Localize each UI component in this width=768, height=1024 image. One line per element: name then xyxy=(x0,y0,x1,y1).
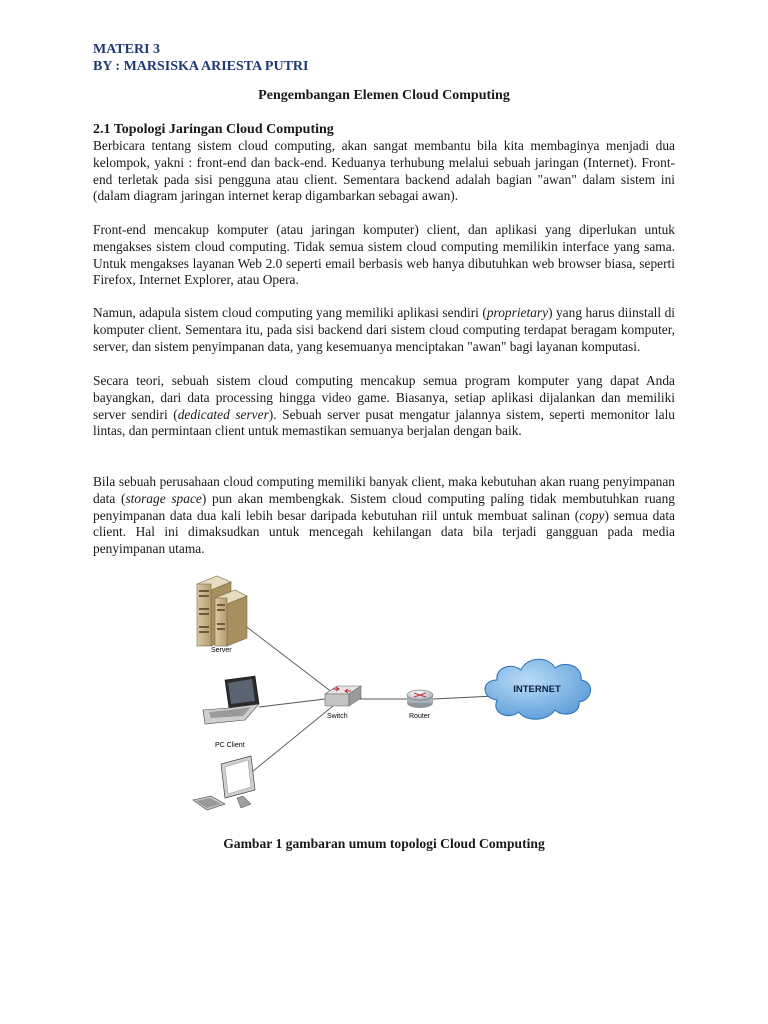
label-router: Router xyxy=(409,713,431,720)
paragraph-3-text-a: Namun, adapula sistem cloud computing yang memiliki aplikasi sendiri ( xyxy=(93,305,487,320)
label-internet: INTERNET xyxy=(513,684,561,695)
server-icon xyxy=(197,576,247,646)
topology-figure xyxy=(185,568,595,828)
laptop-switch-link xyxy=(259,699,325,707)
paragraph-3 xyxy=(93,305,675,355)
paragraph-3-term: proprietary xyxy=(486,305,549,320)
header-materi: MATERI 3 xyxy=(93,42,161,57)
paragraph-4-term: dedicated server xyxy=(177,406,269,422)
paragraph-5 xyxy=(93,474,675,558)
paragraph-5-term-2: copy xyxy=(579,507,605,523)
document-title: Pengembangan Elemen Cloud Computing xyxy=(258,88,510,103)
paragraph-1: Berbicara tentang sistem cloud computing, akan sangat membantu bila kita membaginya menjadi dua kelompok, yakni : front-end dan back-end. Keduanya terhubung melalui sebuah jaringan (Internet). Front-end terletak pada sisi pengguna atau client. Sementara backend adalah bagian "awan" dalam sistem ini (dalam diagram jaringan internet kerap digambarkan sebagai awan). xyxy=(93,138,675,204)
router-icon xyxy=(407,690,433,708)
label-server: Server xyxy=(211,647,232,654)
switch-icon xyxy=(325,686,361,706)
paragraph-5-text-c: ) semua data client. Hal ini dimaksudkan untuk mencegah kehilangan data bila terjadi gangguan pada media penyimpanan utama. xyxy=(93,507,675,557)
paragraph-4 xyxy=(93,373,675,440)
paragraph-5-term-1: storage space xyxy=(125,490,202,506)
header-author: BY : MARSISKA ARIESTA PUTRI xyxy=(93,59,309,74)
section-title: 2.1 Topologi Jaringan Cloud Computing xyxy=(93,122,334,137)
paragraph-5-text-a: Bila sebuah perusahaan cloud computing memiliki banyak client, maka kebutuhan akan ruang penyimpanan data ( xyxy=(93,474,675,506)
connection-lines xyxy=(235,618,495,776)
desktop-pc-icon xyxy=(193,756,255,810)
paragraph-3-text-b: ) yang harus diinstall di komputer client. Sementara itu, pada sisi backend dari sistem cloud computing terdapat beragam komputer, server, dan sistem penyimpanan data, yang kesemuanya menciptakan "awan" bagi layanan komputasi. xyxy=(93,305,675,354)
paragraph-4-text-a: Secara teori, sebuah sistem cloud computing mencakup semua program komputer yang dapat Anda bayangkan, dari data processing hingga video game. Biasanya, setiap aplikasi dijalankan dan memiliki server sendiri ( xyxy=(93,373,675,422)
figure-caption: Gambar 1 gambaran umum topologi Cloud Computing xyxy=(223,836,545,851)
router-internet-link xyxy=(433,696,495,699)
label-switch: Switch xyxy=(327,713,348,720)
topology-diagram xyxy=(185,568,595,828)
laptop-icon xyxy=(203,676,259,724)
pc-switch-link xyxy=(247,706,333,776)
paragraph-5-text-b: ) pun akan membengkak. Sistem cloud computing paling tidak membutuhkan ruang penyimpanan data dua kali lebih besar daripada kebutuhan riil untuk membuat salinan ( xyxy=(93,490,675,523)
label-pc-client: PC Client xyxy=(215,742,245,749)
document-header xyxy=(93,41,309,75)
paragraph-2: Front-end mencakup komputer (atau jaringan komputer) client, dan aplikasi yang diperlukan untuk mengakses sistem cloud computing. Tidak semua sistem cloud computing memilikin interface yang sama. Untuk mengakses layanan Web 2.0 seperti email berbasis web hanya dibutuhkan web browser biasa, seperti Firefox, Internet Explorer, atau Opera. xyxy=(93,222,675,288)
paragraph-4-text-b: ). Sebuah server pusat mengatur jalannya sistem, seperti memonitor lalu lintas, dan permintaan client untuk memastikan semuanya berjalan dengan baik. xyxy=(93,406,675,439)
